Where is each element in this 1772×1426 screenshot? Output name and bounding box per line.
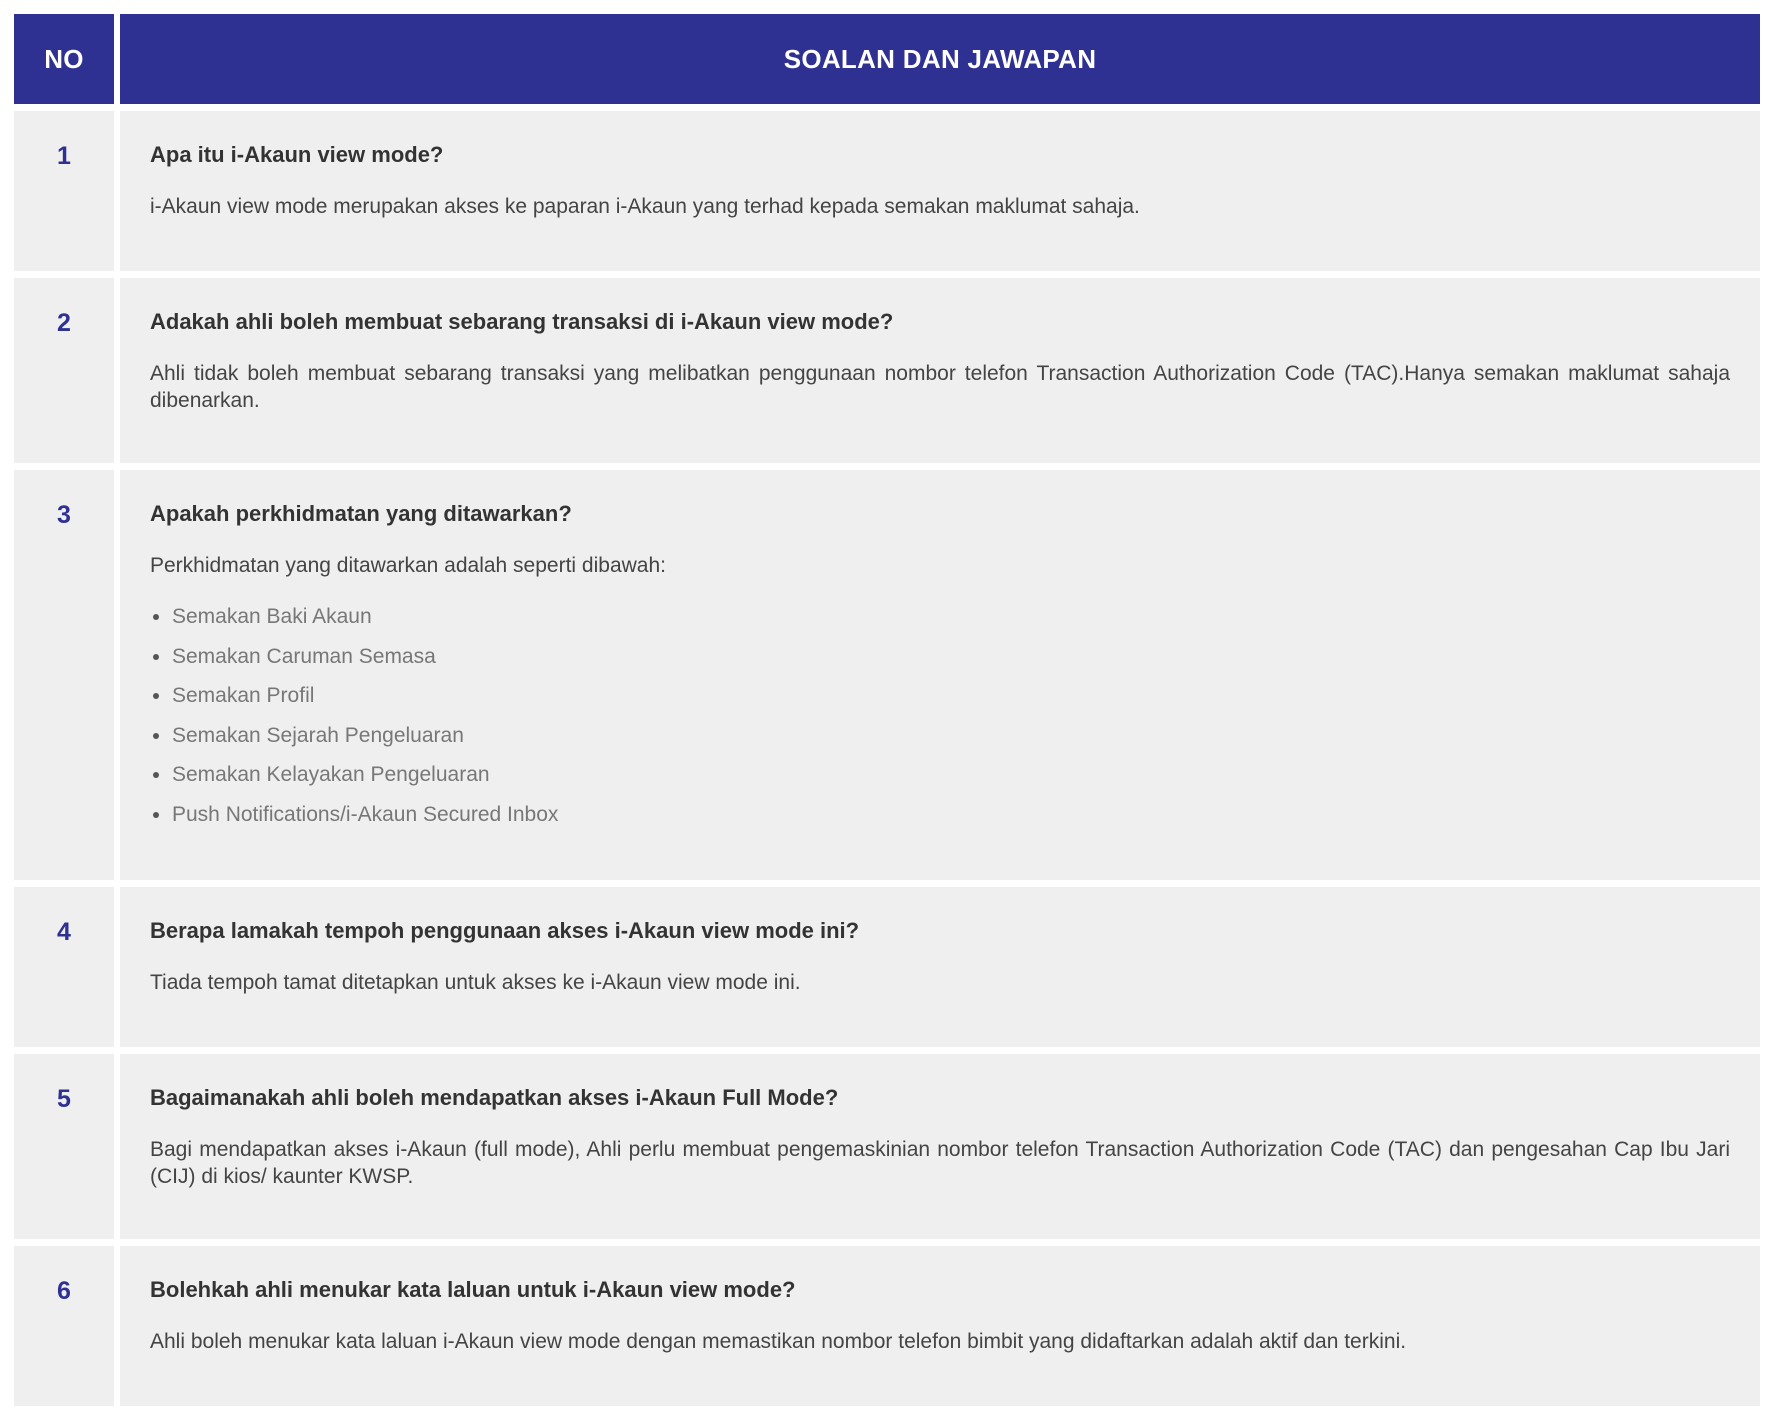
table-row (14, 887, 1760, 1047)
row-content (120, 278, 1760, 463)
list-item: • Push Notifications/i-Akaun Secured Inbox (172, 801, 1730, 828)
row-content (120, 111, 1760, 271)
list-item: • Semakan Sejarah Pengeluaran (172, 722, 1730, 749)
answer: i-Akaun view mode merupakan akses ke paparan i-Akaun yang terhad kepada semakan maklumat sahaja. (150, 195, 1140, 218)
table-row (14, 1246, 1760, 1406)
row-number: 3 (14, 470, 114, 880)
row-content (120, 470, 1760, 880)
table-row (14, 1054, 1760, 1239)
table-header-row (14, 14, 1760, 104)
services-list (150, 603, 1730, 828)
answer: Ahli tidak boleh membuat sebarang transaksi yang melibatkan penggunaan nombor telefon Transaction Authorization Code (TAC).Hanya semakan maklumat sahaja dibenarkan. (150, 362, 1730, 412)
row-content (120, 1246, 1760, 1406)
list-item: • Semakan Caruman Semasa (172, 643, 1730, 670)
question: Adakah ahli boleh membuat sebarang transaksi di i-Akaun view mode? (150, 309, 894, 334)
header-questions-answers: SOALAN DAN JAWAPAN (120, 14, 1760, 104)
question: Bagaimanakah ahli boleh mendapatkan akses i-Akaun Full Mode? (150, 1085, 839, 1110)
answer: Ahli boleh menukar kata laluan i-Akaun view mode dengan memastikan nombor telefon bimbit yang didaftarkan adalah aktif dan terkini. (150, 1330, 1407, 1353)
row-number: 2 (14, 278, 114, 463)
question: Apakah perkhidmatan yang ditawarkan? (150, 501, 572, 526)
table-row (14, 470, 1760, 880)
faq-table (14, 14, 1760, 1413)
row-content (120, 887, 1760, 1047)
answer: Perkhidmatan yang ditawarkan adalah seperti dibawah: (150, 554, 666, 577)
question: Apa itu i-Akaun view mode? (150, 142, 444, 167)
row-number: 6 (14, 1246, 114, 1406)
list-item: • Semakan Baki Akaun (172, 603, 1730, 630)
row-number: 4 (14, 887, 114, 1047)
list-item: • Semakan Profil (172, 682, 1730, 709)
question: Bolehkah ahli menukar kata laluan untuk i-Akaun view mode? (150, 1277, 796, 1302)
list-item: • Semakan Kelayakan Pengeluaran (172, 761, 1730, 788)
table-row (14, 111, 1760, 271)
answer: Bagi mendapatkan akses i-Akaun (full mode), Ahli perlu membuat pengemaskinian nombor telefon Transaction Authorization Code (TAC) dan pengesahan Cap Ibu Jari (CIJ) di kios/ kaunter KWSP. (150, 1138, 1730, 1188)
answer: Tiada tempoh tamat ditetapkan untuk akses ke i-Akaun view mode ini. (150, 971, 801, 994)
row-number: 1 (14, 111, 114, 271)
question: Berapa lamakah tempoh penggunaan akses i-Akaun view mode ini? (150, 918, 860, 943)
row-content (120, 1054, 1760, 1239)
table-row (14, 278, 1760, 463)
header-no: NO (14, 14, 114, 104)
row-number: 5 (14, 1054, 114, 1239)
